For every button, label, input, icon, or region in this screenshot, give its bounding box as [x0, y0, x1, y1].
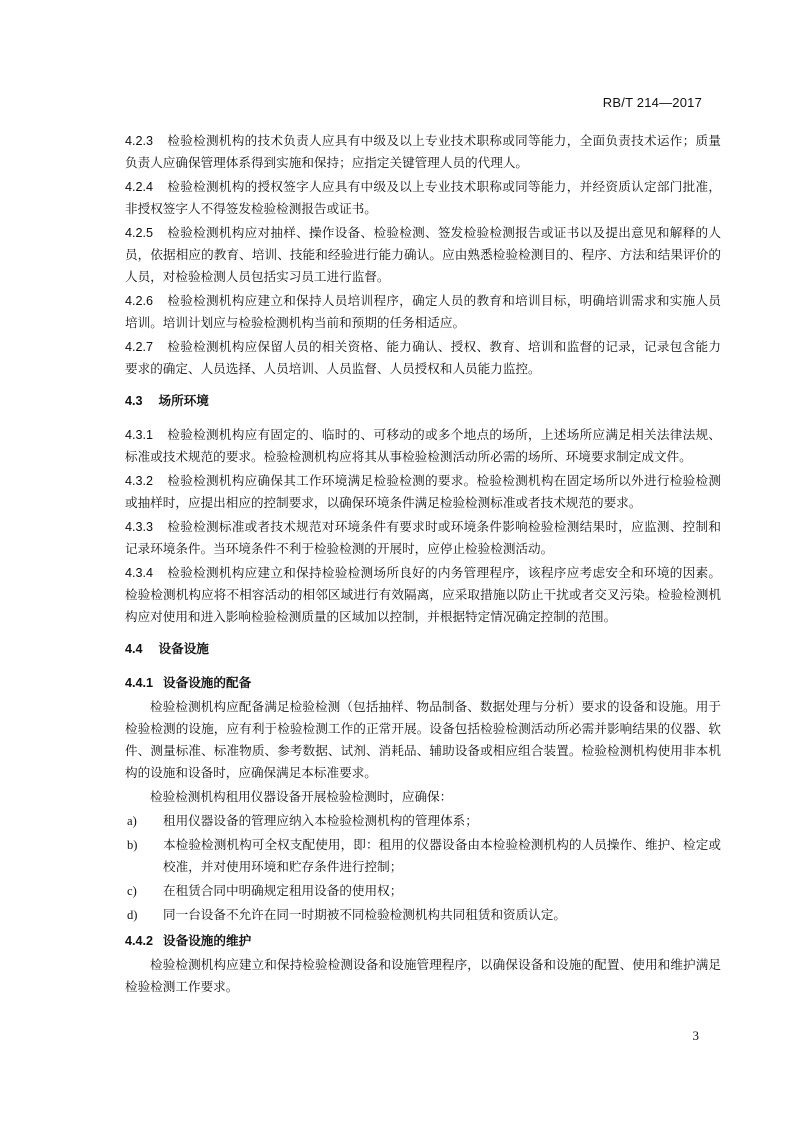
- subsection-heading-4-4-2: [125, 930, 721, 952]
- list-item: [125, 834, 721, 878]
- list-label: a): [127, 814, 137, 828]
- subsection-number: 4.4.2: [125, 934, 154, 948]
- clause-4-3-4: [125, 562, 721, 628]
- clause-number: 4.2.7: [125, 340, 154, 354]
- clause-text: 检验检测标准或者技术规范对环境条件有要求时或环境条件影响检验检测结果时，应监测、控制和记录环境条件。当环境条件不利于检验检测的开展时，应停止检验检测活动。: [125, 519, 721, 556]
- list-item: [125, 880, 721, 902]
- list-label: d): [127, 908, 138, 922]
- section-heading-4-4: [125, 638, 721, 660]
- list-text: 在租赁合同中明确规定租用设备的使用权；: [163, 883, 403, 898]
- section-heading-4-3: [125, 390, 721, 412]
- clause-number: 4.3.3: [125, 520, 154, 534]
- list-text: 同一台设备不允许在同一时期被不同检验检测机构共同租赁和资质认定。: [163, 907, 566, 922]
- page-number: 3: [692, 1028, 699, 1043]
- list-text: 本检验检测机构可全权支配使用，即：租用的仪器设备由本检验检测机构的人员操作、维护、检定或校准，并对使用环境和贮存条件进行控制；: [163, 837, 721, 874]
- clause-4-2-3: [125, 130, 721, 174]
- list-item: [125, 810, 721, 832]
- clause-number: 4.3.1: [125, 428, 154, 442]
- clause-4-2-7: [125, 336, 721, 380]
- clause-text: 检验检测机构的授权签字人应具有中级及以上专业技术职称或同等能力，并经资质认定部门批准，非授权签字人不得签发检验检测报告或证书。: [125, 179, 721, 216]
- clause-4-3-3: [125, 516, 721, 560]
- paragraph: 检验检测机构租用仪器设备开展检验检测时，应确保：: [150, 789, 453, 804]
- subsection-number: 4.4.1: [125, 676, 154, 690]
- list-label: b): [127, 838, 138, 852]
- list-item: [125, 904, 721, 926]
- clause-4-3-1: [125, 424, 721, 468]
- clause-number: 4.2.6: [125, 294, 154, 308]
- section-title: 场所环境: [158, 393, 209, 408]
- clause-number: 4.2.4: [125, 180, 154, 194]
- clause-4-3-2: [125, 470, 721, 514]
- clause-number: 4.3.4: [125, 566, 154, 580]
- clause-text: 检验检测机构应有固定的、临时的、可移动的或多个地点的场所，上述场所应满足相关法律法规、标准或技术规范的要求。检验检测机构应将其从事检验检测活动所必需的场所、环境要求制定成文件。: [125, 427, 721, 464]
- clause-text: 检验检测机构的技术负责人应具有中级及以上专业技术职称或同等能力，全面负责技术运作；质量负责人应确保管理体系得到实施和保持；应指定关键管理人员的代理人。: [125, 133, 721, 170]
- paragraph: 检验检测机构应建立和保持检验检测设备和设施管理程序，以确保设备和设施的配置、使用和维护满足检验检测工作要求。: [125, 957, 721, 994]
- subsection-heading-4-4-1: [125, 672, 721, 694]
- header-standard-code: RB/T 214—2017: [602, 95, 702, 110]
- clause-4-2-5: [125, 222, 721, 288]
- subsection-title: 设备设施的维护: [163, 933, 252, 948]
- clause-4-2-6: [125, 290, 721, 334]
- clause-number: 4.2.3: [125, 134, 154, 148]
- clause-number: 4.3.2: [125, 474, 154, 488]
- list-label: c): [127, 884, 137, 898]
- subsection-title: 设备设施的配备: [163, 675, 252, 690]
- section-title: 设备设施: [158, 641, 209, 656]
- clause-text: 检验检测机构应建立和保持人员培训程序，确定人员的教育和培训目标，明确培训需求和实施人员培训。培训计划应与检验检测机构当前和预期的任务相适应。: [125, 293, 721, 330]
- clause-number: 4.2.5: [125, 226, 154, 240]
- list-text: 租用仪器设备的管理应纳入本检验检测机构的管理体系；: [163, 813, 478, 828]
- clause-text: 检验检测机构应建立和保持检验检测场所良好的内务管理程序，该程序应考虑安全和环境的因素。检验检测机构应将不相容活动的相邻区域进行有效隔离，应采取措施以防止干扰或者交叉污染。检验检测机构应对使用和进入影响检验检测质量的区域加以控制，并根据特定情况确定控制的范围。: [125, 565, 721, 624]
- clause-text: 检验检测机构应保留人员的相关资格、能力确认、授权、教育、培训和监督的记录，记录包含能力要求的确定、人员选择、人员培训、人员监督、人员授权和人员能力监控。: [125, 339, 721, 376]
- clause-4-2-4: [125, 176, 721, 220]
- section-number: 4.4: [125, 642, 143, 656]
- section-number: 4.3: [125, 394, 143, 408]
- clause-text: 检验检测机构应对抽样、操作设备、检验检测、签发检验检测报告或证书以及提出意见和解释的人员，依据相应的教育、培训、技能和经验进行能力确认。应由熟悉检验检测目的、程序、方法和结果评价的人员，对检验检测人员包括实习员工进行监督。: [125, 225, 721, 284]
- clause-text: 检验检测机构应确保其工作环境满足检验检测的要求。检验检测机构在固定场所以外进行检验检测或抽样时，应提出相应的控制要求，以确保环境条件满足检验检测标准或者技术规范的要求。: [125, 473, 721, 510]
- paragraph: 检验检测机构应配备满足检验检测（包括抽样、物品制备、数据处理与分析）要求的设备和设施。用于检验检测的设施，应有利于检验检测工作的正常开展。设备包括检验检测活动所必需并影响结果的仪器、软件、测量标准、标准物质、参考数据、试剂、消耗品、辅助设备或相应组合装置。检验检测机构使用非本机构的设施和设备时，应确保满足本标准要求。: [125, 699, 721, 780]
- document-body: [125, 130, 721, 1000]
